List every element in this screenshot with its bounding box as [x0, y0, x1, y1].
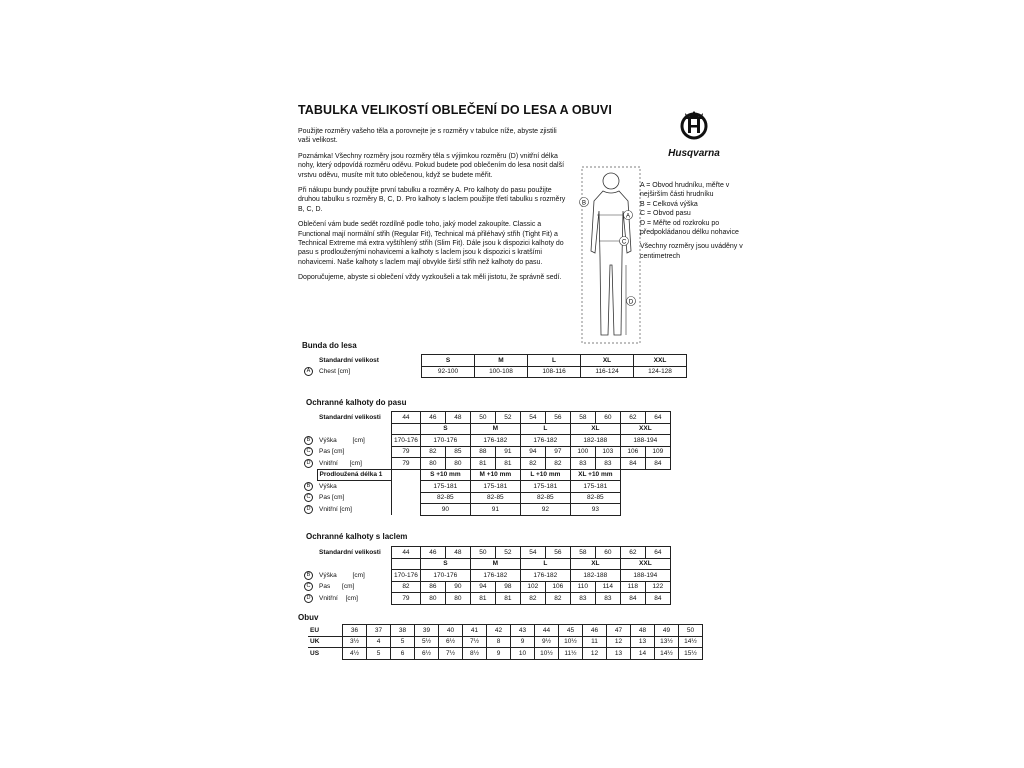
size-cell: 44 [392, 412, 421, 424]
table-cell: 3½ [343, 636, 367, 648]
jacket-table [302, 354, 687, 378]
table-cell: 12 [607, 636, 631, 648]
table-cell: 44 [535, 625, 559, 637]
table-cell: 81 [495, 593, 520, 605]
table-cell: 41 [463, 625, 487, 637]
row-unit: [cm] [352, 436, 365, 444]
table-cell: 38 [391, 625, 415, 637]
table-row [302, 581, 670, 593]
table-cell: 80 [445, 593, 470, 605]
row-unit: [cm] [332, 494, 345, 502]
size-cell: L [520, 423, 570, 435]
size-cell: 62 [620, 412, 645, 424]
table-row [302, 366, 687, 378]
table-cell: 14 [631, 648, 655, 660]
marker-a: A [304, 367, 313, 376]
size-cell: 54 [520, 412, 545, 424]
size-cell: 44 [392, 547, 421, 559]
size-cell: XL +10 mm [570, 469, 620, 481]
legend-item: C = Obvod pasu [640, 210, 691, 218]
size-cell: 46 [420, 412, 445, 424]
table-cell: 11 [583, 636, 607, 648]
table-row [302, 412, 670, 424]
size-label: Standardní velikost [317, 355, 422, 367]
table-row [308, 625, 703, 637]
page-title: TABULKA VELIKOSTÍ OBLEČENÍ DO LESA A OBUVI [298, 103, 612, 117]
row-unit: [cm] [345, 594, 358, 602]
table-cell: 175-181 [570, 481, 620, 493]
table-row [302, 492, 670, 504]
table-cell: 91 [470, 504, 520, 516]
row-label: Pas [319, 448, 331, 456]
row-label: Vnitřní [319, 459, 338, 467]
table-cell: 108-116 [528, 366, 581, 378]
size-cell: 46 [420, 547, 445, 559]
husqvarna-crown-icon [677, 107, 711, 141]
table-cell: 4½ [343, 648, 367, 660]
size-cell: XXL [620, 423, 670, 435]
table-cell: 100-108 [475, 366, 528, 378]
size-cell: 50 [470, 412, 495, 424]
marker-b: B [304, 482, 313, 491]
table-cell: 91 [495, 446, 520, 458]
bib-table [302, 546, 671, 605]
size-cell: S [420, 423, 470, 435]
waist-table [302, 411, 671, 516]
row-label: Výška [319, 436, 337, 444]
size-cell: L [520, 558, 570, 570]
table-cell: 86 [420, 581, 445, 593]
marker-d: D [304, 594, 313, 603]
row-label: Vnitřní [319, 594, 338, 602]
table-cell: 42 [487, 625, 511, 637]
table-cell: 80 [420, 593, 445, 605]
table-cell: 5 [391, 636, 415, 648]
table-cell: 80 [420, 458, 445, 470]
table-cell: 79 [392, 446, 421, 458]
brand-logo [654, 107, 734, 159]
table-cell: 9 [487, 648, 511, 660]
row-label: UK [308, 636, 343, 648]
row-label: US [308, 648, 343, 660]
table-row [302, 446, 670, 458]
jacket-heading: Bunda do lesa [302, 341, 357, 350]
table-row [302, 558, 670, 570]
table-cell: 82-85 [470, 492, 520, 504]
table-cell: 10½ [535, 648, 559, 660]
marker-c: C [304, 447, 313, 456]
shoes-heading: Obuv [298, 613, 319, 622]
table-cell: 79 [392, 458, 421, 470]
table-cell: 9½ [535, 636, 559, 648]
table-cell: 176-182 [520, 435, 570, 447]
table-cell: 15½ [679, 648, 703, 660]
size-cell: 56 [545, 412, 570, 424]
size-cell: M [470, 558, 520, 570]
size-cell: L +10 mm [520, 469, 570, 481]
intro-paragraph: Při nákupu bundy použijte první tabulku a rozměry A. Pro kalhoty do pasu použijte druhou tabulku s rozměry B, C, D. Pro kalhoty s laclem použijte třetí tabulku s rozměry B, C, D. [298, 187, 566, 213]
table-cell: 48 [631, 625, 655, 637]
table-cell: 81 [495, 458, 520, 470]
size-cell: M [475, 355, 528, 367]
table-cell: 6 [391, 648, 415, 660]
table-cell: 102 [520, 581, 545, 593]
table-cell: 93 [570, 504, 620, 516]
legend-item: B = Celková výška [640, 200, 698, 208]
table-cell: 83 [595, 593, 620, 605]
table-cell: 39 [415, 625, 439, 637]
table-cell: 9 [511, 636, 535, 648]
table-cell: 37 [367, 625, 391, 637]
table-cell: 40 [439, 625, 463, 637]
waist-heading: Ochranné kalhoty do pasu [306, 398, 407, 407]
size-label: Standardní velikosti [317, 412, 392, 424]
table-cell: 90 [445, 581, 470, 593]
table-row [302, 570, 670, 582]
brand-name: Husqvarna [668, 148, 720, 159]
table-cell: 11½ [559, 648, 583, 660]
bib-heading: Ochranné kalhoty s laclem [306, 532, 408, 541]
table-row [308, 648, 703, 660]
table-cell: 10 [511, 648, 535, 660]
table-cell: 88 [470, 446, 495, 458]
table-cell: 5 [367, 648, 391, 660]
intro-paragraph: Poznámka! Všechny rozměry jsou rozměry těla s výjimkou rozměru (D) vnitřní délka nohy, který odpovídá rozměru oděvu. Pokud budete pod oblečením do lesa nosit další vrstvu oděvu, musíte mít tuto oblečenou, když se budete měřit. [298, 152, 565, 179]
table-cell: 82-85 [520, 492, 570, 504]
row-unit: [cm] [349, 459, 362, 467]
marker-b: B [304, 436, 313, 445]
table-cell: 82-85 [570, 492, 620, 504]
table-cell: 176-182 [470, 570, 520, 582]
table-cell: 49 [655, 625, 679, 637]
figure-label-a: A [625, 213, 631, 220]
size-cell: XXL [634, 355, 687, 367]
table-row [302, 469, 670, 481]
table-cell: 36 [343, 625, 367, 637]
size-cell: 50 [470, 547, 495, 559]
table-cell: 6½ [415, 648, 439, 660]
table-cell: 43 [511, 625, 535, 637]
figure-label-b: B [581, 200, 587, 207]
marker-c: C [304, 493, 313, 502]
row-label: Vnitřní [319, 505, 338, 513]
table-cell: 94 [520, 446, 545, 458]
table-cell: 82 [545, 593, 570, 605]
size-cell: 60 [595, 412, 620, 424]
row-label: Výška [319, 571, 337, 579]
table-cell: 170-176 [420, 435, 470, 447]
table-cell: 83 [570, 593, 595, 605]
table-cell: 92-100 [422, 366, 475, 378]
size-cell: M [470, 423, 520, 435]
table-cell: 90 [420, 504, 470, 516]
table-cell: 122 [645, 581, 670, 593]
size-cell: S +10 mm [420, 469, 470, 481]
size-cell: S [422, 355, 475, 367]
marker-b: B [304, 571, 313, 580]
marker-d: D [304, 505, 313, 514]
figure-label-d: D [628, 299, 634, 306]
shoes-table [308, 624, 703, 660]
table-cell: 98 [495, 581, 520, 593]
table-cell: 82 [420, 446, 445, 458]
table-cell: 84 [620, 593, 645, 605]
table-cell: 85 [445, 446, 470, 458]
table-cell: 114 [595, 581, 620, 593]
table-cell: 13 [607, 648, 631, 660]
table-cell: 118 [620, 581, 645, 593]
table-row [302, 504, 670, 516]
table-cell: 106 [620, 446, 645, 458]
table-cell: 170-176 [392, 435, 421, 447]
table-cell: 45 [559, 625, 583, 637]
table-cell: 50 [679, 625, 703, 637]
row-unit: [cm] [339, 505, 352, 513]
table-cell: 6½ [439, 636, 463, 648]
table-cell: 82 [545, 458, 570, 470]
size-chart-sheet [280, 95, 743, 670]
table-cell: 182-188 [570, 570, 620, 582]
size-cell: XL [570, 423, 620, 435]
table-row [302, 355, 687, 367]
marker-d: D [304, 459, 313, 468]
table-cell: 97 [545, 446, 570, 458]
table-cell: 7½ [439, 648, 463, 660]
table-cell: 170-176 [392, 570, 421, 582]
body-measurement-figure [576, 165, 646, 345]
table-cell: 13 [631, 636, 655, 648]
intro-text [298, 127, 568, 289]
table-cell: 103 [595, 446, 620, 458]
size-cell: 56 [545, 547, 570, 559]
table-cell: 84 [645, 458, 670, 470]
size-cell: 54 [520, 547, 545, 559]
row-label: Chest [cm] [317, 366, 422, 378]
size-cell: 62 [620, 547, 645, 559]
table-row [302, 593, 670, 605]
table-cell: 109 [645, 446, 670, 458]
intro-paragraph: Oblečení vám bude sedět rozdílně podle toho, jaký model zakoupíte. Classic a Functional mají normální střih (Regular Fit), Technical má přiléhavý střih (Tight Fit) a Technical Extreme má extra vyštíhlený střih (Slim Fit). Dále jsou k dispozici kalhoty do pasu s prodlouženými nohavicemi a kalhoty s laclem jsou k dispozici s kratšími nohavicemi. Naše kalhoty s laclem mají obvykle širší střih než kalhoty do pasu. [298, 221, 564, 266]
table-row [308, 636, 703, 648]
legend-item: D = Měřte od rozkroku po předpokládanou délku nohavice [640, 219, 739, 237]
size-cell: L [528, 355, 581, 367]
table-cell: 47 [607, 625, 631, 637]
table-cell: 176-182 [470, 435, 520, 447]
table-cell: 175-181 [520, 481, 570, 493]
table-cell: 110 [570, 581, 595, 593]
row-unit: [cm] [332, 448, 345, 456]
size-label: Standardní velikosti [317, 547, 392, 559]
size-cell: 64 [645, 412, 670, 424]
table-row [302, 481, 670, 493]
table-cell: 176-182 [520, 570, 570, 582]
size-cell: 52 [495, 547, 520, 559]
table-cell: 12 [583, 648, 607, 660]
legend-item: A = Obvod hrudníku, měřte v nejširším části hrudníku [640, 182, 730, 199]
size-cell: 58 [570, 412, 595, 424]
table-cell: 14½ [655, 648, 679, 660]
size-cell: 60 [595, 547, 620, 559]
marker-c: C [304, 582, 313, 591]
row-unit: [cm] [352, 571, 365, 579]
legend-item: Všechny rozměry jsou uváděny v centimetrech [640, 243, 743, 260]
table-cell: 188-194 [620, 435, 670, 447]
table-row [302, 435, 670, 447]
table-cell: 82 [392, 581, 421, 593]
table-cell: 13½ [655, 636, 679, 648]
table-cell: 82-85 [420, 492, 470, 504]
table-cell: 83 [570, 458, 595, 470]
table-cell: 116-124 [581, 366, 634, 378]
size-cell: 58 [570, 547, 595, 559]
size-cell: XL [570, 558, 620, 570]
row-label: Pas [319, 494, 331, 502]
table-cell: 82 [520, 458, 545, 470]
table-cell: 81 [470, 593, 495, 605]
table-cell: 79 [392, 593, 421, 605]
size-cell: 64 [645, 547, 670, 559]
row-unit: [cm] [342, 583, 355, 591]
size-cell: 52 [495, 412, 520, 424]
table-cell: 94 [470, 581, 495, 593]
table-cell: 106 [545, 581, 570, 593]
table-cell: 100 [570, 446, 595, 458]
table-cell: 81 [470, 458, 495, 470]
size-cell: XL [581, 355, 634, 367]
size-cell: 48 [445, 412, 470, 424]
table-cell: 4 [367, 636, 391, 648]
table-cell: 175-181 [420, 481, 470, 493]
size-cell: XXL [620, 558, 670, 570]
table-row [302, 547, 670, 559]
table-cell: 92 [520, 504, 570, 516]
table-cell: 182-188 [570, 435, 620, 447]
table-cell: 84 [620, 458, 645, 470]
table-cell: 84 [645, 593, 670, 605]
table-cell: 10½ [559, 636, 583, 648]
size-cell: M +10 mm [470, 469, 520, 481]
long-length-label: Prodloužená délka 1 [317, 469, 392, 481]
table-cell: 170-176 [420, 570, 470, 582]
table-cell: 7½ [463, 636, 487, 648]
table-cell: 124-128 [634, 366, 687, 378]
table-cell: 188-194 [620, 570, 670, 582]
figure-label-c: C [621, 239, 627, 246]
intro-paragraph: Použijte rozměry vašeho těla a porovnejte je s rozměry v tabulce níže, abyste zjistili vaši velikost. [298, 128, 557, 145]
table-cell: 5½ [415, 636, 439, 648]
table-cell: 46 [583, 625, 607, 637]
intro-paragraph: Doporučujeme, abyste si oblečení vždy vyzkoušeli a tak měli jistotu, že správně sedí. [298, 274, 562, 282]
table-cell: 80 [445, 458, 470, 470]
table-row [302, 458, 670, 470]
table-cell: 175-181 [470, 481, 520, 493]
table-row [302, 423, 670, 435]
row-label: EU [308, 625, 343, 637]
measurement-legend [640, 181, 750, 261]
table-cell: 8 [487, 636, 511, 648]
row-label: Výška [319, 483, 337, 490]
table-cell: 14½ [679, 636, 703, 648]
table-cell: 82 [520, 593, 545, 605]
row-label: Pas [319, 583, 331, 591]
table-cell: 8½ [463, 648, 487, 660]
size-cell: S [420, 558, 470, 570]
table-cell: 83 [595, 458, 620, 470]
size-cell: 48 [445, 547, 470, 559]
